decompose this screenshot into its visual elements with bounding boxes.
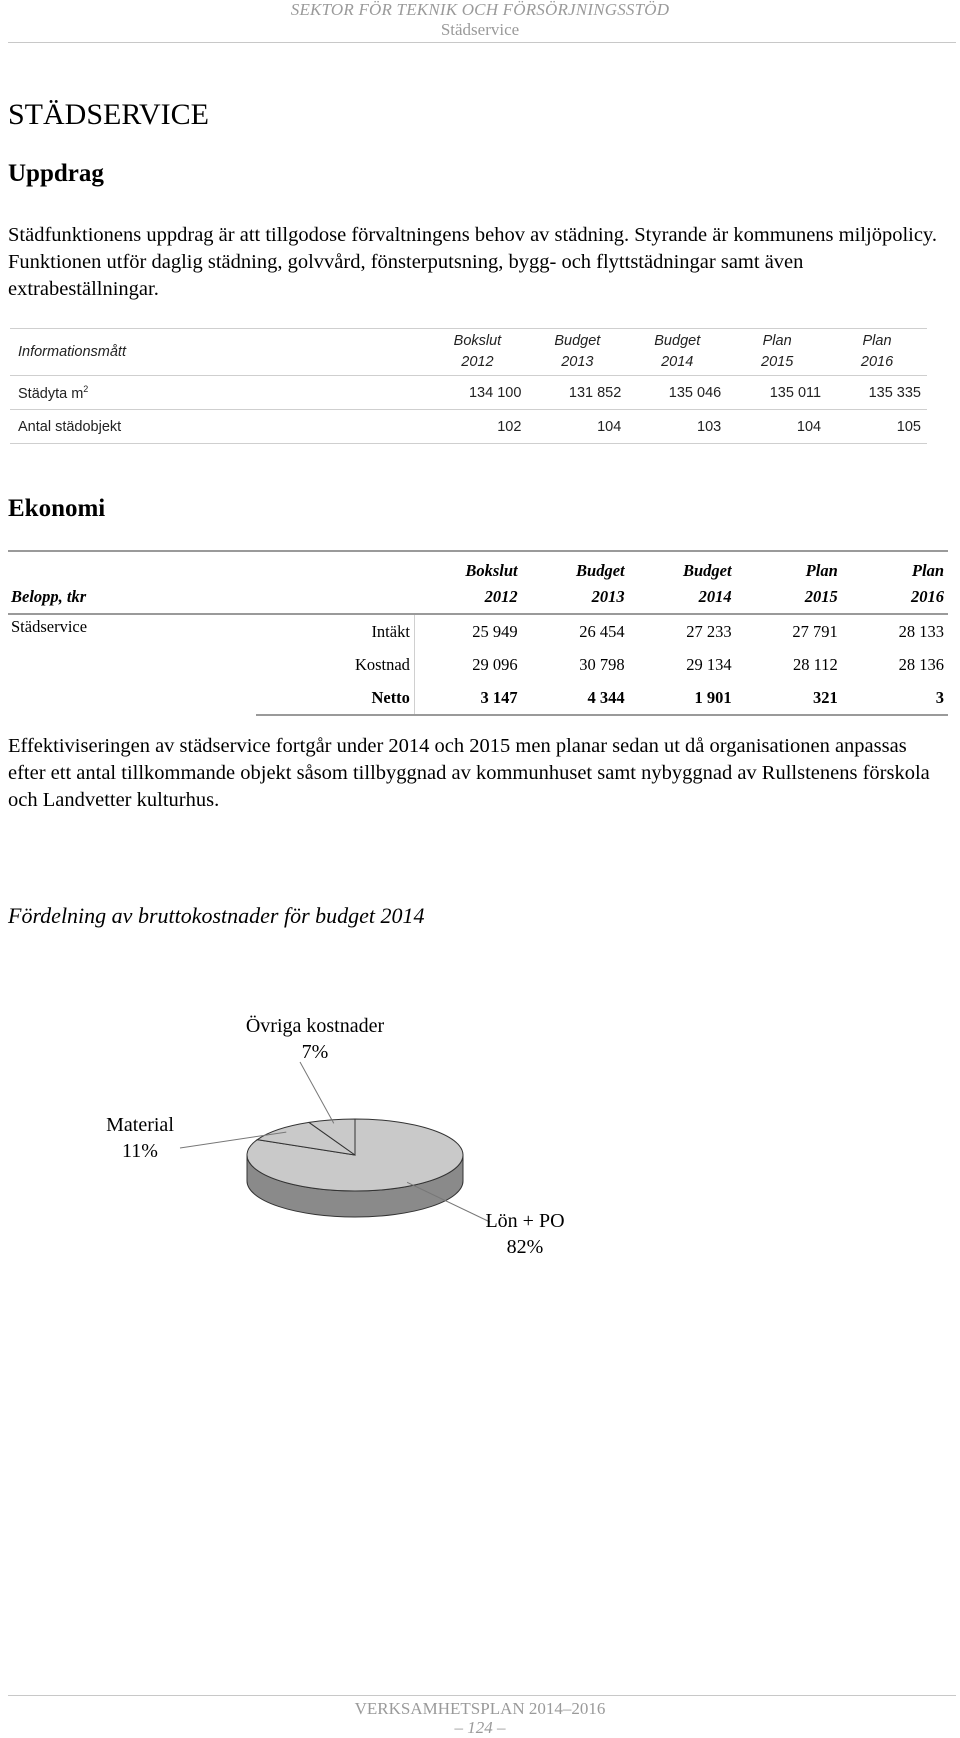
table-cell: 25 949 (414, 614, 521, 648)
table-cell: 28 133 (898, 621, 944, 641)
ekonomi-col-header: Budget 2013 (522, 551, 629, 614)
effektivisering-text: Effektiviseringen av städservice fortgår under 2014 och 2015 men planar sedan ut då organisationen anpassas efter ett antal tillkommande objekt såsom tillbyggnad av kommunhuset samt nybyggnad av Rullstenens förskola och Landvetter kulturhus. (8, 735, 930, 811)
table-cell: 28 112 (793, 654, 838, 674)
uppdrag-heading: Uppdrag (8, 160, 104, 187)
table-cell: 102 (427, 410, 527, 444)
info-table (10, 328, 927, 444)
uppdrag-text: Städfunktionens uppdrag är att tillgodose förvaltningens behov av städning. Styrande är kommunens miljöpolicy. Funktionen utför daglig städning, golvvård, fönsterputsning, bygg- och flyttstädningar samt även extrabeställningar. (8, 224, 937, 300)
slice-label: Material 11% (106, 1114, 174, 1162)
table-row (8, 614, 948, 648)
table-cell: 1 901 (629, 681, 736, 715)
ekonomi-table-header (8, 551, 948, 614)
table-cell: 103 (627, 410, 727, 444)
info-col-header: Plan 2016 (827, 329, 927, 376)
table-cell: 3 (842, 681, 948, 715)
pie-chart (60, 990, 620, 1290)
table-cell: 104 (727, 410, 827, 444)
table-cell: 28 136 (898, 654, 944, 674)
ekonomi-col-header: Plan 2016 (842, 551, 948, 614)
footer-page: – 124 – (454, 1718, 506, 1737)
table-cell: 131 852 (527, 376, 627, 410)
row-label: Kostnad (354, 654, 410, 674)
ekonomi-col-header: Budget 2014 (629, 551, 736, 614)
info-col-header: Budget 2013 (527, 329, 627, 376)
header-rule (8, 42, 956, 43)
table-cell: 27 791 (792, 621, 838, 641)
table-cell: 29 096 (414, 648, 521, 681)
row-label: Intäkt (371, 621, 410, 641)
header-unit: Städservice (440, 20, 520, 39)
section-label: Städservice (11, 617, 88, 636)
slice-label: Övriga kostnader 7% (245, 1015, 385, 1063)
blank-cell (256, 551, 415, 614)
leader-line-2 (300, 1062, 334, 1123)
row-label: Antal städobjekt (10, 410, 427, 444)
table-cell: 105 (827, 410, 927, 444)
table-cell: 104 (527, 410, 627, 444)
table-row (10, 410, 927, 444)
info-table-header (10, 329, 927, 376)
table-cell: 135 335 (827, 376, 927, 410)
table-row (10, 376, 927, 410)
info-col-header: Plan 2015 (727, 329, 827, 376)
table-cell: 29 134 (686, 654, 732, 674)
footer-rule (8, 1695, 956, 1696)
table-cell: 135 046 (627, 376, 727, 410)
ekonomi-heading: Ekonomi (8, 495, 106, 522)
info-col-header: Budget 2014 (627, 329, 727, 376)
page-title: STÄDSERVICE (8, 98, 209, 131)
table-cell: 135 011 (727, 376, 827, 410)
table-cell: 26 454 (579, 621, 625, 641)
table-cell: 3 147 (414, 681, 521, 715)
header-sector: SEKTOR FÖR TEKNIK OCH FÖRSÖRJNINGSSTÖD (290, 0, 670, 19)
slice-label: Lön + PO 82% (485, 1210, 565, 1258)
table-cell: 321 (736, 681, 842, 715)
row-label: Netto (256, 681, 415, 715)
table-cell: 27 233 (686, 621, 732, 641)
table-cell: 4 344 (522, 681, 629, 715)
chart-title: Fördelning av bruttokostnader för budget 2014 (8, 903, 425, 928)
ekonomi-table (8, 550, 948, 716)
ekonomi-label: Belopp, tkr (8, 551, 256, 614)
ekonomi-col-header: Plan 2015 (736, 551, 842, 614)
row-label: Städyta $m^2$ (10, 376, 427, 410)
ekonomi-col-header: Bokslut 2012 (414, 551, 521, 614)
info-label: Informationsmått (10, 329, 427, 376)
info-col-header: Bokslut 2012 (427, 329, 527, 376)
table-cell: 30 798 (579, 654, 625, 674)
table-cell: 134 100 (427, 376, 527, 410)
footer-plan: VERKSAMHETSPLAN 2014–2016 (354, 1699, 606, 1718)
